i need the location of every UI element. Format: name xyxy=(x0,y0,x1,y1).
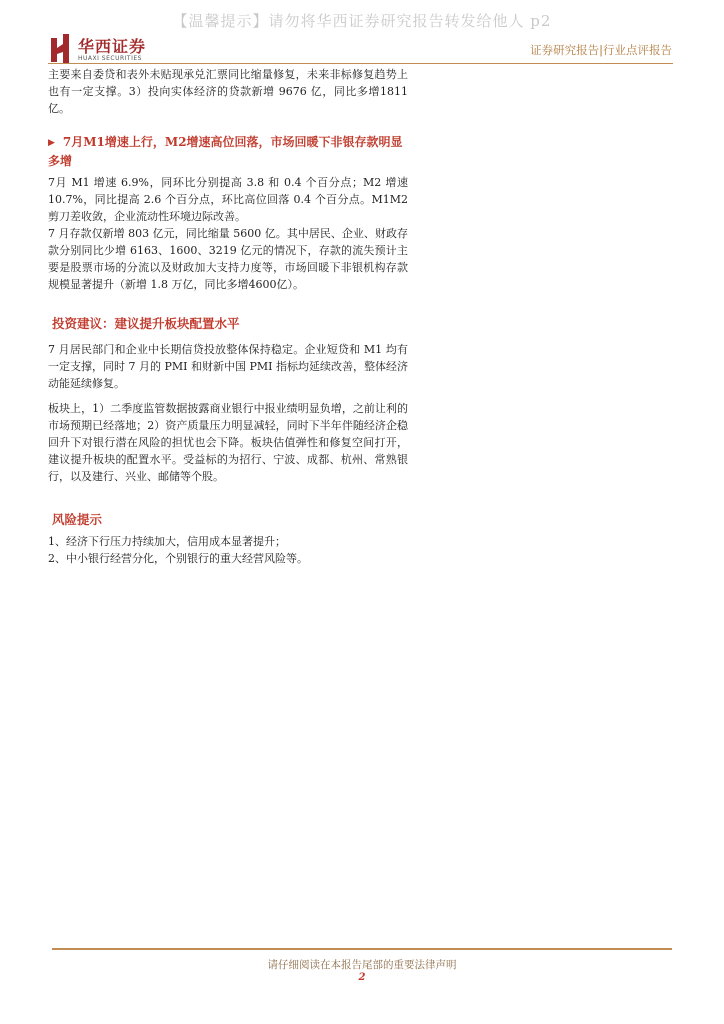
risk-item: 2、中小银行经营分化，个别银行的重大经营风险等。 xyxy=(48,552,308,565)
logo-mark-icon xyxy=(50,34,72,64)
m1m2-paragraph-2: 7 月存款仅新增 803 亿元，同比缩量 5600 亿。其中居民、企业、财政存款分别同比少增 6163、1600、3219 亿元的情况下，存款的流失预计主要是股票市场的分流以及财政加大支持力度等，市场回暖下非银机构存款规模显著提升（新增 1.8 万亿，同比多增4600亿）。 xyxy=(48,227,408,291)
triangle-bullet-icon: ▶ xyxy=(48,138,55,148)
footer-divider xyxy=(52,948,672,950)
invest-paragraph-2: 板块上，1）二季度监管数据披露商业银行中报业绩明显负增，之前让利的市场预期已经落地；2）资产质量压力明显减轻，同时下半年伴随经济企稳回升下对银行潜在风险的担忧也会下降。板块估值弹性和修复空间打开，建议提升板块的配置水平。受益标的为招行、宁波、成都、杭州、常熟银行，以及建行、兴业、邮储等个股。 xyxy=(48,402,408,483)
page-number: 2 xyxy=(358,972,366,983)
intro-paragraph: 主要来自委贷和表外未贴现承兑汇票同比缩量修复，未来非标修复趋势上也有一定支撑。3）投向实体经济的贷款新增 9676 亿，同比多增1811亿。 xyxy=(48,68,408,115)
invest-section-title: 投资建议：建议提升板块配置水平 xyxy=(52,316,240,331)
report-body xyxy=(48,66,408,567)
invest-paragraph-1: 7 月居民部门和企业中长期信贷投放整体保持稳定。企业短贷和 M1 均有一定支撑，同时 7 月的 PMI 和财新中国 PMI 指标均延续改善，整体经济动能延续修复。 xyxy=(48,343,408,390)
logo-text-cn: 华西证券 xyxy=(78,37,147,56)
risk-item: 1、经济下行压力持续加大，信用成本显著提升； xyxy=(48,535,286,548)
logo-text-en: HUAXI SECURITIES xyxy=(78,55,142,62)
report-type-label: 证券研究报告|行业点评报告 xyxy=(530,43,672,57)
watermark-notice: 【温馨提示】请勿将华西证券研究报告转发给他人 p2 xyxy=(172,12,552,30)
m1m2-heading xyxy=(48,133,408,170)
header-divider xyxy=(48,63,673,64)
m1m2-heading-text: 7月M1增速上行，M2增速高位回落，市场回暖下非银存款明显多增 xyxy=(48,135,403,168)
legal-notice: 请仔细阅读在本报告尾部的重要法律声明 xyxy=(267,959,457,971)
m1m2-paragraph-1: 7月 M1 增速 6.9%，同环比分别提高 3.8 和 0.4 个百分点；M2 增速 10.7%，同比提高 2.6 个百分点，环比高位回落 0.4 个百分点。M1M2 剪刀差收敛，企业流动性环境边际改善。 xyxy=(48,176,408,223)
risk-section-title: 风险提示 xyxy=(52,512,103,527)
